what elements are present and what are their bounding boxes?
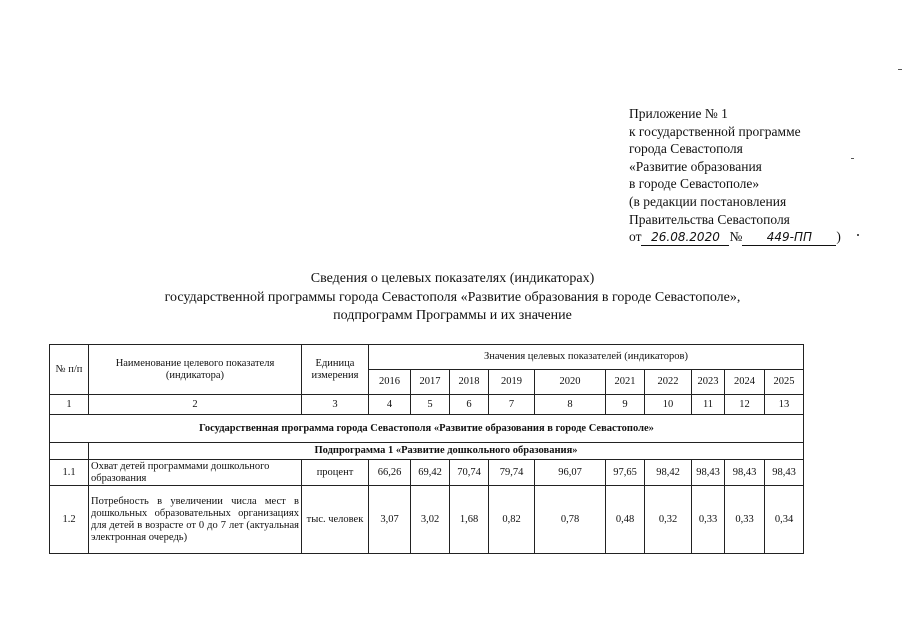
row-value: 98,43 [725, 460, 765, 486]
numbering-cell: 2 [89, 395, 302, 415]
row-value: 98,42 [645, 460, 692, 486]
numbering-cell: 13 [765, 395, 804, 415]
row-value: 0,82 [489, 486, 535, 554]
row-value: 70,74 [450, 460, 489, 486]
subprogram-title-row: Подпрограмма 1 «Развитие дошкольного образования» [89, 443, 804, 460]
numbering-cell: 9 [606, 395, 645, 415]
row-value: 97,65 [606, 460, 645, 486]
row-num: 1.1 [50, 460, 89, 486]
header-year: 2024 [725, 370, 765, 395]
title-line-2: государственной программы города Севастополя «Развитие образования в городе Севастополе», [164, 289, 741, 305]
row-unit: тыс. человек [302, 486, 369, 554]
title-line-1: Сведения о целевых показателях (индикаторах) [310, 271, 595, 286]
row-unit: процент [302, 460, 369, 486]
numbering-cell: 5 [411, 395, 450, 415]
appendix-line: (в редакции постановления [629, 193, 787, 209]
numbering-cell: 4 [369, 395, 411, 415]
number-label: № [729, 229, 743, 245]
row-value: 79,74 [489, 460, 535, 486]
indicators-table [49, 344, 804, 554]
table-row [50, 460, 804, 486]
appendix-line: «Развитие образования [629, 158, 762, 174]
numbering-cell: 11 [692, 395, 725, 415]
row-value: 0,33 [725, 486, 765, 554]
appendix-date-line [629, 228, 869, 246]
header-name: Наименование целевого показателя (индикатора) [89, 345, 302, 395]
header-year: 2022 [645, 370, 692, 395]
row-name: Охват детей программами дошкольного образования [89, 460, 302, 486]
row-value: 0,48 [606, 486, 645, 554]
header-year: 2018 [450, 370, 489, 395]
header-year: 2017 [411, 370, 450, 395]
row-value: 69,42 [411, 460, 450, 486]
header-unit: Единица измерения [302, 345, 369, 395]
numbering-row [50, 395, 804, 415]
document-title [0, 270, 905, 326]
numbering-cell: 8 [535, 395, 606, 415]
row-value: 3,07 [369, 486, 411, 554]
appendix-line: в городе Севастополе» [629, 176, 760, 192]
header-year: 2020 [535, 370, 606, 395]
subprogram-spacer [50, 443, 89, 460]
numbering-cell: 10 [645, 395, 692, 415]
row-value: 66,26 [369, 460, 411, 486]
header-values-title: Значения целевых показателей (индикаторов) [369, 345, 804, 370]
appendix-line: Правительства Севастополя [629, 211, 790, 227]
row-value: 3,02 [411, 486, 450, 554]
table-row [50, 486, 804, 554]
row-value: 0,34 [765, 486, 804, 554]
appendix-line: Приложение № 1 [629, 106, 728, 121]
row-value: 0,32 [645, 486, 692, 554]
numbering-cell: 1 [50, 395, 89, 415]
handwritten-date: 26.08.2020 [641, 230, 729, 246]
header-year: 2019 [489, 370, 535, 395]
row-value: 0,33 [692, 486, 725, 554]
row-name: Потребность в увеличении числа мест в дошкольных образовательных организациях для детей в возрасте от 0 до 7 лет (актуальная электронная очередь) [89, 486, 302, 554]
row-value: 98,43 [765, 460, 804, 486]
appendix-block [629, 105, 869, 246]
header-year: 2016 [369, 370, 411, 395]
close-paren: ) [836, 229, 841, 245]
scan-speck [898, 69, 902, 70]
program-title-row: Государственная программа города Севастополя «Развитие образования в городе Севастополе» [50, 415, 804, 443]
header-year: 2023 [692, 370, 725, 395]
row-value: 96,07 [535, 460, 606, 486]
header-num: № п/п [50, 345, 89, 395]
appendix-line: города Севастополя [629, 141, 743, 157]
numbering-cell: 6 [450, 395, 489, 415]
header-year: 2025 [765, 370, 804, 395]
appendix-line: к государственной программе [629, 123, 801, 139]
title-line-3: подпрограмм Программы и их значение [333, 308, 572, 323]
row-num: 1.2 [50, 486, 89, 554]
row-value: 0,78 [535, 486, 606, 554]
from-label: от [629, 229, 642, 245]
header-year: 2021 [606, 370, 645, 395]
handwritten-number: 449-ПП [742, 230, 836, 246]
numbering-cell: 7 [489, 395, 535, 415]
row-value: 1,68 [450, 486, 489, 554]
numbering-cell: 12 [725, 395, 765, 415]
numbering-cell: 3 [302, 395, 369, 415]
scan-speck [851, 158, 854, 159]
row-value: 98,43 [692, 460, 725, 486]
scan-speck [857, 234, 859, 236]
